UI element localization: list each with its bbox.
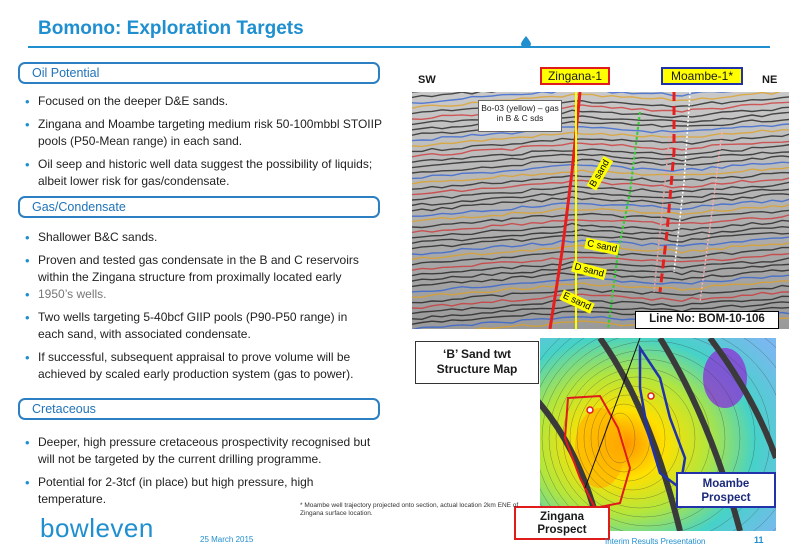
- seismic-line-number: Line No: BOM-10-106: [635, 311, 779, 329]
- footnote: * Moambe well trajectory projected onto section, actual location 2km ENE of Zingana surface location.: [300, 502, 519, 517]
- title-divider: [28, 46, 770, 48]
- list-item: • Shallower B&C sands.: [22, 229, 372, 246]
- section-header-cretaceous: Cretaceous: [18, 398, 380, 420]
- bowleven-logo: bowleven: [40, 513, 154, 543]
- c-sand-label: C sand: [586, 237, 618, 256]
- structure-map-title: ‘B’ Sand twt Structure Map: [415, 341, 539, 384]
- page-number: 11: [754, 535, 764, 545]
- presentation-name: Interim Results Presentation: [605, 537, 706, 546]
- section-header-gas-condensate: Gas/Condensate: [18, 196, 380, 218]
- zingana-1-well-label: Zingana-1: [540, 67, 610, 85]
- seismic-graphic: [412, 92, 789, 329]
- list-item: • Deeper, high pressure cretaceous prospectivity recognised but will not be targeted by the current drilling programme.: [22, 434, 372, 468]
- ne-label: NE: [762, 74, 778, 86]
- list-item: • Proven and tested gas condensate in the B and C reservoirs within the Zingana structure from proximally located early: [22, 252, 372, 286]
- section-header-oil-potential: Oil Potential: [18, 62, 380, 84]
- gas-bullet-list: [22, 229, 372, 389]
- oil-bullet-list: [22, 93, 382, 196]
- d-sand-label: D sand: [573, 261, 606, 280]
- list-item: • Potential for 2-3tcf (in place) but high pressure, high temperature.: [22, 474, 372, 508]
- page-title: Bomono: Exploration Targets: [38, 18, 304, 39]
- b-sand-label: B sand: [587, 157, 612, 190]
- list-item: • Focused on the deeper D&E sands.: [22, 93, 382, 110]
- e-sand-label: E sand: [561, 290, 593, 313]
- list-item: • Two wells targeting 5-40bcf GIIP pools (P90-P50 range) in each sand, with associated condensate.: [22, 309, 372, 343]
- presentation-date: 25 March 2015: [200, 535, 254, 544]
- sw-label: SW: [418, 74, 436, 86]
- bo-03-callout: Bo-03 (yellow) – gas in B & C sds: [478, 100, 562, 132]
- list-item: • Zingana and Moambe targeting medium risk 50-100mbbl STOIIP pools (P50-Mean range) in each sand.: [22, 116, 382, 150]
- moambe-1-well-label: Moambe-1*: [661, 67, 743, 85]
- moambe-prospect-label: Moambe Prospect: [676, 472, 776, 508]
- seismic-section-image: [412, 92, 789, 329]
- drop-icon: [521, 36, 531, 48]
- list-item-continuation: • 1950’s wells.: [22, 286, 372, 303]
- zingana-prospect-label: Zingana Prospect: [514, 506, 610, 540]
- list-item: • Oil seep and historic well data suggest the possibility of liquids; albeit lower risk for gas/condensate.: [22, 156, 382, 190]
- list-item: • If successful, subsequent appraisal to prove volume will be achieved by scaled early production system (gas to power).: [22, 349, 372, 383]
